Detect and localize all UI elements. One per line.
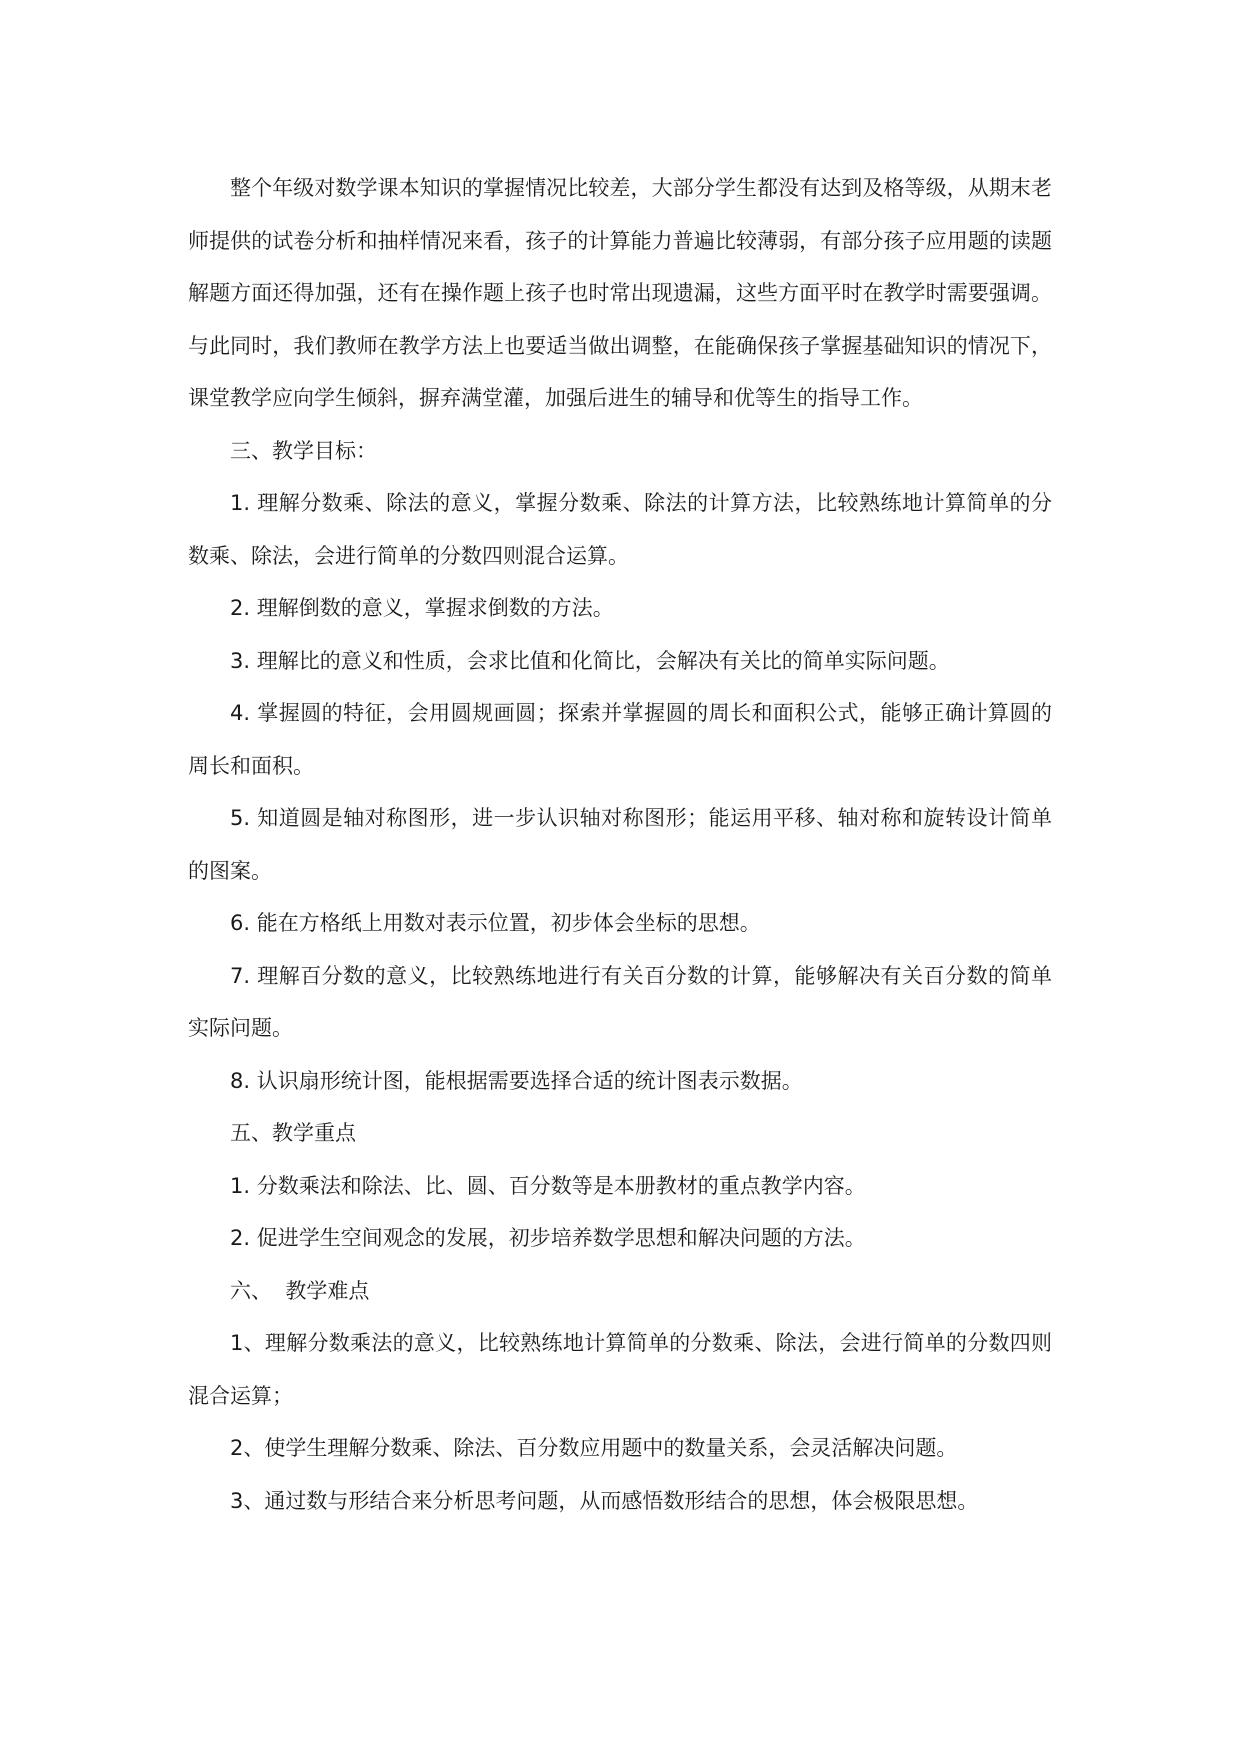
document-body (188, 162, 1052, 1527)
goal-item-7: 7. 理解百分数的意义，比较熟练地进行有关百分数的计算，能够解决有关百分数的简单实际问题。 (188, 963, 1052, 1040)
goal-item-8: 8. 认识扇形统计图，能根据需要选择合适的统计图表示数据。 (230, 1068, 803, 1093)
difficulty-item-2: 2、使学生理解分数乘、除法、百分数应用题中的数量关系，会灵活解决问题。 (230, 1436, 958, 1460)
difficulty-item-1: 1、理解分数乘法的意义，比较熟练地计算简单的分数乘、除法，会进行简单的分数四则混合运算； (188, 1331, 1052, 1408)
analysis-paragraph: 整个年级对数学课本知识的掌握情况比较差，大部分学生都没有达到及格等级，从期末老师提供的试卷分析和抽样情况来看，孩子的计算能力普遍比较薄弱，有部分孩子应用题的读题解题方面还得加强，还有在操作题上孩子也时常出现遗漏，这些方面平时在教学时需要强调。与此同时，我们教师在教学方法上也要适当做出调整，在能确保孩子掌握基础知识的情况下，课堂教学应向学生倾斜，摒弃满堂灌，加强后进生的辅导和优等生的指导工作。 (188, 176, 1052, 410)
difficulty-item-3: 3、通过数与形结合来分析思考问题，从而感悟数形结合的思想，体会极限思想。 (230, 1488, 979, 1513)
key-point-item-2: 2. 促进学生空间观念的发展，初步培养数学思想和解决问题的方法。 (230, 1226, 866, 1250)
goal-item-1: 1. 理解分数乘、除法的意义，掌握分数乘、除法的计算方法，比较熟练地计算简单的分数乘、除法，会进行简单的分数四则混合运算。 (188, 491, 1052, 568)
section-heading-teaching-goals: 三、教学目标： (230, 438, 377, 463)
goal-item-4: 4. 掌握圆的特征，会用圆规画圆；探索并掌握圆的周长和面积公式，能够正确计算圆的周长和面积。 (188, 701, 1052, 778)
goal-item-3: 3. 理解比的意义和性质，会求比值和化简比，会解决有关比的简单实际问题。 (230, 648, 950, 673)
goal-item-5: 5. 知道圆是轴对称图形，进一步认识轴对称图形；能运用平移、轴对称和旋转设计简单的图案。 (188, 806, 1052, 883)
section-heading-difficulties: 六、 教学难点 (230, 1278, 370, 1303)
section-heading-key-points: 五、教学重点 (230, 1121, 356, 1145)
goal-item-6: 6. 能在方格纸上用数对表示位置，初步体会坐标的思想。 (230, 911, 761, 935)
key-point-item-1: 1. 分数乘法和除法、比、圆、百分数等是本册教材的重点教学内容。 (230, 1173, 866, 1198)
goal-item-2: 2. 理解倒数的意义，掌握求倒数的方法。 (230, 596, 614, 620)
